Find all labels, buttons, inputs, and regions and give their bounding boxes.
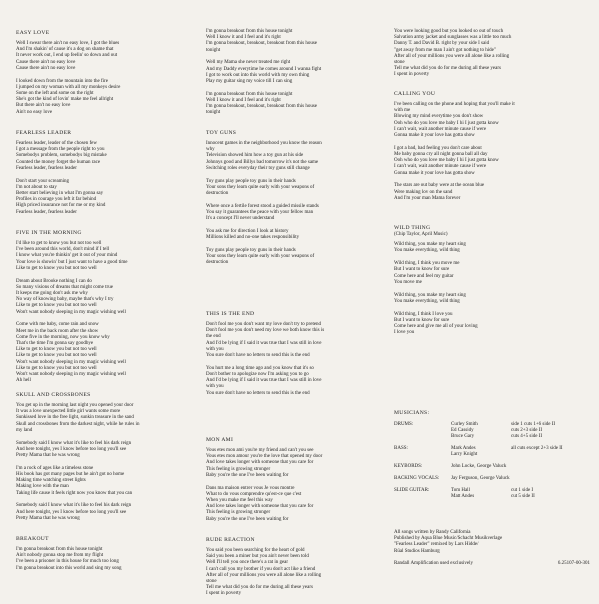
musicians-heading: MUSICIANS: — [394, 410, 430, 416]
song-block — [16, 392, 198, 529]
lyric-line: Cause there ain't no easy love — [16, 59, 76, 65]
song-title — [206, 437, 386, 443]
lyric-line: Skull and crossbones from the darkest night, while he rules in — [16, 421, 140, 427]
lyric-line: Fearless leader, fearless leader — [16, 165, 77, 171]
musician-detail: all cuts except 2+3 side II — [511, 446, 563, 452]
musician-role: BACKING VOCALS: — [394, 476, 440, 481]
lyric-line: I got a message from the people right to you — [16, 147, 105, 153]
musician-name: John Locke, George Valuck — [451, 464, 507, 470]
lyric-line: Tell me what did you do for me during all these years — [206, 585, 313, 591]
lyric-line: Ain't no easy love — [16, 109, 53, 115]
lyric-line: Millions killed and no-one takes responsibility — [206, 235, 300, 241]
lyric-line: with you — [206, 346, 224, 352]
lyric-line: And love takes longer with someone that you care for — [206, 504, 314, 510]
lyric-line: I spent in poverty — [206, 591, 242, 597]
lyric-line: And my Daddy everytime he comes around I wanna fight — [206, 66, 322, 72]
lyric-line: Wild thing, you make my heart sing — [394, 292, 466, 298]
musician-group — [394, 446, 590, 458]
musician-group — [394, 488, 590, 500]
lyric-line: And I'd be lying if I said it was true that I was still in love — [206, 378, 322, 384]
lyric-line: Wild thing, I think you move me — [394, 261, 460, 267]
musician-detail: cuts 2+3 side II — [511, 428, 543, 434]
lyric-line: Like to get to know you but not too well — [16, 347, 97, 353]
lyric-line: Meet me in the back room after the show — [16, 328, 99, 334]
lyric-line: You were looking good but you looked so out of touch — [394, 29, 504, 34]
lyric-line: Ooh who do you love me baby I hi I just gotta know — [394, 120, 499, 126]
lyric-line: You get up in the morning last night you opened your door — [16, 403, 134, 408]
song-block — [206, 130, 386, 273]
lyric-line: You sure don't have no letters to send this is the end — [206, 390, 310, 396]
lyric-stanza — [16, 322, 198, 384]
lyric-stanza — [16, 441, 198, 460]
song-block — [16, 230, 198, 391]
lyric-line: It never work out, I end up feelin' so down and out — [16, 53, 118, 59]
lyric-line: I'm gonna breakout from this house tonight — [206, 91, 293, 97]
lyric-line: It was a love unexpected little girl wants some more — [16, 409, 121, 415]
song-credit: (Chip Taylor, April Music) — [394, 232, 448, 237]
lyric-line: Said you been a miner but you ain't never been told — [206, 554, 309, 560]
lyric-line: So many visions of dreams that might come true — [16, 284, 113, 290]
song-title-text: TOY GUNS — [206, 130, 237, 136]
song-block — [394, 29, 590, 85]
lyric-line: She's got the kind of lovin' make me feel allright — [16, 97, 114, 103]
lyric-line: Like to get to know you but not too well — [16, 265, 97, 271]
lyric-line: Well my Mama she never treated me right — [206, 60, 291, 66]
lyric-stanza — [16, 41, 198, 72]
song-title-text: EASY LOVE — [16, 30, 50, 36]
song-title — [206, 130, 386, 136]
lyric-line: No way of knowing baby, maybe that's why I try — [16, 297, 114, 303]
musician-line — [451, 452, 590, 458]
musician-names — [451, 422, 590, 441]
lyric-line: Well I'll tell you once there's a rat in gear — [206, 560, 289, 566]
lyric-line: Cause there ain't no easy love — [16, 65, 76, 71]
lyric-line: Somebody said I know what it's like to feel his dark reign — [16, 503, 132, 509]
lyric-stanza — [16, 466, 198, 497]
lyric-line: Come five in the morning, now you know why — [16, 334, 110, 340]
musician-names — [451, 476, 590, 482]
lyric-line: Television showed him how a toy gun at his side — [206, 153, 304, 159]
lyric-line: Gonna make it your love has gotta show — [394, 170, 475, 176]
lyric-stanza — [206, 229, 386, 241]
lyric-line: Tell me what did you do for me during all these years — [394, 66, 501, 72]
publishing-credits — [394, 530, 590, 567]
lyric-line: Ooh who do you love me baby I hi I just gotta know — [394, 158, 499, 164]
musician-detail: cut 1 side I — [511, 487, 534, 493]
lyric-line: Like to get to know you but not too well — [16, 353, 97, 359]
lyric-line: I jumped on my woman with all my monkeys desire — [16, 84, 121, 90]
lyric-stanza — [394, 242, 590, 254]
lyric-line: Baby you're the one I've been waiting for — [206, 472, 289, 478]
lyric-line: Like to get to know you but not too well — [16, 365, 97, 371]
lyric-line: Fearless leader, leader of the chosen few — [16, 141, 98, 146]
lyric-line: And I'm shakin' of cause it's a dog on shame that — [16, 47, 114, 53]
lyric-line: After all of your millions you were all alone like a rolling — [394, 53, 510, 59]
lyric-line: I got a bad, bad feeling you don't care about — [394, 145, 482, 151]
catalog-number: 6.25107-00-301 — [557, 560, 590, 566]
song-title-text: RUDE REACTION — [206, 537, 255, 543]
lyric-line: the end — [206, 334, 221, 340]
lyric-line: I've been calling on the phone and hoping that you'll make it — [394, 102, 515, 107]
lyric-line: Me baby gonna cry all night gonna ball all day — [394, 152, 488, 158]
lyric-stanza — [206, 179, 386, 198]
musician-name: Curley Smith — [451, 422, 478, 427]
musician-names — [451, 464, 590, 470]
musician-role: BASS: — [394, 446, 408, 452]
song-title-text: FEARLESS LEADER — [16, 130, 72, 136]
song-block — [206, 29, 386, 123]
song-block — [394, 91, 590, 209]
musician-name: Matt Andes — [451, 494, 475, 499]
musician-line — [451, 434, 590, 440]
lyric-stanza — [16, 547, 198, 572]
song-title-text: FIVE IN THE MORNING — [16, 230, 82, 236]
lyric-line: This feeling is growing stronger — [206, 510, 271, 516]
song-title-text: MON AMI — [206, 437, 234, 443]
lyric-line: But there ain't no easy love — [16, 103, 71, 109]
lyric-line: why — [206, 147, 215, 153]
song-title-text: THIS IS THE END — [206, 311, 255, 317]
lyric-line: Profiles in courage you left it far behind — [16, 197, 97, 203]
musician-group — [394, 422, 590, 441]
lyric-stanza — [206, 29, 386, 54]
lyric-line: I'm gonna breakout, breakout, breakout from this house — [206, 41, 318, 47]
musician-name: Larry Knight — [451, 452, 478, 458]
lyric-line: Baby you're the one I've been waiting for — [206, 516, 289, 522]
lyric-line: I can't call you my brother if you don't act like a friend — [206, 566, 316, 572]
musician-detail: side 1 cuts 1+6 side II — [511, 422, 556, 427]
lyric-line: I know what you're thinkin' get it out of your mind — [16, 253, 118, 259]
lyric-line: Come here and give me all of your loving — [394, 324, 478, 330]
lyric-line: Ain't nobody gonna stop me from my flight — [16, 553, 104, 559]
lyric-line: Were making lov on the sand — [394, 189, 453, 195]
credit-line: "Fearless Leader" remixed by Lars Hidde/ — [394, 542, 479, 548]
lyric-line: I love you — [394, 330, 415, 336]
song-block — [206, 437, 386, 529]
lyric-line: That's the time I'm gonna say goodbye — [16, 341, 94, 347]
musician-role: DRUMS: — [394, 422, 414, 427]
lyric-stanza — [206, 366, 386, 397]
lyric-stanza — [16, 279, 198, 316]
lyric-line: Ah hell — [16, 378, 31, 384]
lyric-line: Don't start your screaming — [16, 178, 69, 184]
lyric-stanza — [394, 312, 590, 337]
musician-line — [451, 494, 590, 500]
lyric-line: Toy guns play people toy guns in their hands — [206, 248, 296, 254]
musician-name: Tom Hall — [451, 487, 470, 493]
lyric-line: with you — [206, 384, 224, 390]
song-title — [206, 537, 386, 543]
lyric-line: I got to work out into this world with my own thing — [206, 72, 310, 78]
lyric-line: Wild thing, I think I love you — [394, 311, 453, 317]
song-title — [394, 91, 590, 97]
musician-detail: cut 5 side II — [511, 494, 535, 499]
song-title — [16, 392, 198, 398]
lyric-line: stone — [206, 579, 217, 585]
lyric-stanza — [16, 179, 198, 216]
lyric-line: Better start believing in what I'm gonna say — [16, 191, 104, 197]
lyric-line: I'm a rock of ages like a timeless stone — [16, 465, 94, 471]
lyric-line: Won't want nobody sleeping in my magic wishing well — [16, 359, 126, 365]
song-title — [16, 30, 198, 36]
lyric-line: It's a concept I'll never understand — [206, 216, 275, 222]
lyric-line: tonight — [206, 110, 221, 116]
credit-line: Rüal Studios Hamburg — [394, 548, 440, 554]
musician-role: SLIDE GUITAR: — [394, 487, 430, 493]
lyric-line: Sunkissed love in the free light, sunkin treasure in the sand — [16, 415, 134, 421]
musician-role: KEYBORDS: — [394, 464, 423, 470]
lyric-stanza — [394, 146, 590, 177]
lyric-stanza — [206, 322, 386, 359]
lyric-line: And here tonight, yes I know before too long you'll see — [16, 509, 127, 515]
lyric-line: I'm gonna breakout, breakout, breakout from this house — [206, 104, 318, 110]
lyric-line: Somebodys problem, somebodys big mistake — [16, 153, 107, 159]
lyric-line: And I'm your man Mama forever — [394, 195, 461, 201]
lyric-line: I'm gonna breakout from this house tonight — [16, 547, 103, 552]
lyric-line: Well I know it and I feel and it's right — [206, 98, 281, 104]
musician-name: Mark Andes — [451, 446, 476, 452]
lyric-stanza — [206, 486, 386, 523]
lyric-line: Some on the left and some on the right — [16, 91, 94, 97]
song-block — [16, 30, 198, 122]
lyric-line: stone — [394, 60, 405, 66]
amplification-row — [394, 561, 590, 567]
lyric-line: Won't want nobody sleeping in my magic wishing well — [16, 372, 126, 378]
lyric-line: After all of your millions you were all alone like a rolling — [206, 572, 322, 578]
lyric-line: Pretty Mama that he was wrong — [16, 515, 80, 521]
lyric-line: I've been around this world, don't mind if I tell — [16, 247, 110, 253]
lyric-line: You ask me for direction I look at history — [206, 229, 289, 235]
song-title-text: BREAKOUT — [16, 536, 49, 542]
song-title — [16, 536, 198, 542]
lyric-line: I'm gonna breakout into this world and sing my song — [16, 565, 122, 571]
musician-detail: cuts 4+5 side II — [511, 434, 543, 440]
lyric-line: It keeps me going don't ask me why — [16, 291, 88, 297]
credit-line: All songs written by Randy California — [394, 530, 471, 535]
lyric-line: Come with me baby, come rain and snow — [16, 322, 99, 328]
lyric-line: Toy guns play people toy guns in their hands — [206, 178, 296, 184]
lyric-stanza — [206, 448, 386, 479]
lyric-line: Come here and feel my guitar — [394, 273, 454, 279]
song-title-text: WILD THING — [394, 225, 431, 231]
lyric-line: Like to get to know you but not too well — [16, 303, 97, 309]
lyric-line: Danny T. and David B. right by your side I said — [394, 41, 490, 47]
musician-name: Bruce Gary — [451, 434, 475, 440]
lyric-line: His book has got many pages but he ain't got no home — [16, 472, 125, 478]
lyric-line: Counted the money forget the human race — [16, 159, 101, 165]
lyric-line: But I want to know for sure — [394, 267, 450, 273]
lyric-line: Your sons they learn quite early with your weapons of — [206, 254, 315, 260]
song-title — [16, 130, 198, 136]
lyric-line: Dream about Brooke nothing I can do — [16, 278, 92, 284]
lyric-line: Well I know it and I feel and it's right — [206, 35, 281, 41]
lyric-line: Your sons they learn quite early with your weapons of — [206, 184, 315, 190]
lyric-stanza — [206, 548, 386, 598]
lyric-line: Vous etes mon ami you're my friend and can't you see — [206, 448, 314, 453]
lyric-line: Making time watching street lights — [16, 478, 86, 484]
musicians-credits — [394, 410, 590, 506]
lyric-stanza — [206, 60, 386, 85]
lyric-line: You hurt me a long time ago and you know that it's so — [206, 365, 314, 371]
lyric-stanza — [206, 204, 386, 223]
lyric-line: Play my guitar sing my voice till I can sing — [206, 79, 293, 85]
lyric-line: Dans ma maison entrer vous Je vous montre — [206, 485, 295, 491]
lyric-stanza — [394, 293, 590, 305]
lyric-stanza — [394, 261, 590, 286]
lyric-line: I'm gonna breakout from this house tonight — [206, 29, 293, 34]
lyric-line: You said you been searching for the heart of gold — [206, 548, 305, 553]
lyric-line: Don't fool me you don't want my love don't try to pretend — [206, 322, 322, 327]
lyric-line: Pretty Mama that he was wrong — [16, 453, 80, 459]
musician-group — [394, 464, 590, 470]
musician-line — [451, 476, 590, 482]
musician-names — [451, 488, 590, 500]
lyric-stanza — [206, 92, 386, 117]
lyric-line: Don't fool me you don't need my love we both know this is — [206, 328, 325, 334]
lyric-line: I've been a prisoner in this house for much too long — [16, 559, 119, 565]
lyric-line: I can't wait, wait another minute cause if were — [394, 126, 487, 132]
lyric-line: You say it guarantees the peace with your fellow man — [206, 210, 314, 216]
lyric-line: tonight — [206, 47, 221, 53]
song-block — [206, 537, 386, 604]
lyric-stanza — [16, 503, 198, 522]
lyric-line: Making love with the man — [16, 484, 69, 490]
lyric-line: Blowing my mind everytime you don't show — [394, 114, 484, 120]
lyric-line: Your love is showin' but I just want to have a good time — [16, 259, 128, 265]
lyric-line: destruction — [206, 191, 229, 197]
lyric-line: I'm not about to stay — [16, 184, 57, 190]
lyric-line: Don't bother to apologize now I'm asking you to go — [206, 372, 309, 378]
lyric-line: Innocent games in the neighborhood you know the reason — [206, 141, 322, 146]
lyric-line: You move me — [394, 279, 422, 285]
lyric-stanza — [394, 183, 590, 202]
lyric-line: Well I swear there ain't no easy love, I got the blues — [16, 41, 120, 46]
lyric-line: Taking life cause it feels right now you know that you can — [16, 490, 133, 496]
lyric-stanza — [16, 403, 198, 434]
lyric-line: Somebody said I know what it's like to feel his dark reign — [16, 440, 132, 446]
lyric-line: What to do vous comprendre qu'est-ce que c'est — [206, 491, 302, 497]
lyric-line: I'd like to get to know you but not too well — [16, 241, 102, 246]
song-title — [206, 311, 386, 317]
lyric-stanza — [16, 141, 198, 172]
lyric-line: The stars are out baby were at the ocean blue — [394, 183, 485, 189]
lyric-line: Johnnys good and Billys bad tomorrow it's not the same — [206, 159, 319, 165]
lyric-line: my land — [16, 427, 33, 433]
musician-group — [394, 476, 590, 482]
lyric-line: Vous etes mon amour you're the love that opened my door — [206, 454, 323, 460]
lyric-stanza — [206, 248, 386, 267]
lyric-line: You make everything, wild thing — [394, 248, 460, 254]
lyric-line: destruction — [206, 260, 229, 266]
song-title — [16, 230, 198, 236]
lyric-line: You make everything, wild thing — [394, 298, 460, 304]
lyric-line: High priced insurance not for me or my kind — [16, 203, 106, 209]
song-title-text: CALLING YOU — [394, 91, 436, 97]
lyric-line: And love takes longer with someone that you care for — [206, 460, 314, 466]
lyric-stanza — [394, 102, 590, 139]
lyric-line: And I'd be lying if I said it was true that I was still in love — [206, 340, 322, 346]
credit-line: Published by Aqua Blue Music/Schacht Musikverlage — [394, 536, 503, 542]
lyric-line: Salvation army jacket and sunglasses was a little too much — [394, 35, 512, 41]
lyric-line: Where once a fertile forest stood a guided missile stands — [206, 203, 319, 209]
lyric-line: But I want to know for sure — [394, 317, 450, 323]
lyric-stanza — [16, 79, 198, 116]
song-title — [394, 225, 590, 231]
musician-names — [451, 446, 590, 458]
lyric-line: I looked down from the mountain into the fire — [16, 78, 108, 84]
lyric-stanza — [16, 241, 198, 272]
lyric-line: I spent in poverty — [394, 72, 430, 78]
lyric-line: Won't want nobody sleeping in my magic wishing well — [16, 309, 126, 315]
lyric-line: Gonna make it your love has gotta show — [394, 133, 475, 139]
lyric-line: with me — [394, 108, 411, 114]
lyric-line: Fearless leader, fearless leader — [16, 209, 77, 215]
lyric-line: And here tonight, yes I know before too long you'll see — [16, 446, 127, 452]
musician-line — [451, 464, 590, 470]
lyric-line: "get away from me man I ain't got nothing to hide" — [394, 47, 496, 53]
song-block — [16, 130, 198, 222]
amplification-credit: Randall Amplification used exclusively — [394, 560, 474, 566]
song-block — [16, 536, 198, 578]
song-title-text: SKULL AND CROSSBONES — [16, 392, 91, 398]
lyric-line: Wild thing, you make my heart sing — [394, 242, 466, 248]
lyric-stanza — [206, 141, 386, 172]
song-block — [394, 225, 590, 343]
lyric-stanza — [394, 29, 590, 79]
lyric-line: Switching roles everyday their toy guns still change — [206, 165, 310, 171]
lyric-line: You sure don't have no letters to send this is the end — [206, 353, 310, 359]
musician-name: Ed Cassidy — [451, 428, 474, 434]
song-block — [206, 311, 386, 403]
lyric-line: This feeling is growing stronger — [206, 466, 271, 472]
lyric-line: When you make me feel this way — [206, 498, 273, 504]
lyric-line: I can't wait, wait another minute cause if were — [394, 164, 487, 170]
musician-name: Jay Ferguson, George Valuck — [451, 476, 510, 481]
